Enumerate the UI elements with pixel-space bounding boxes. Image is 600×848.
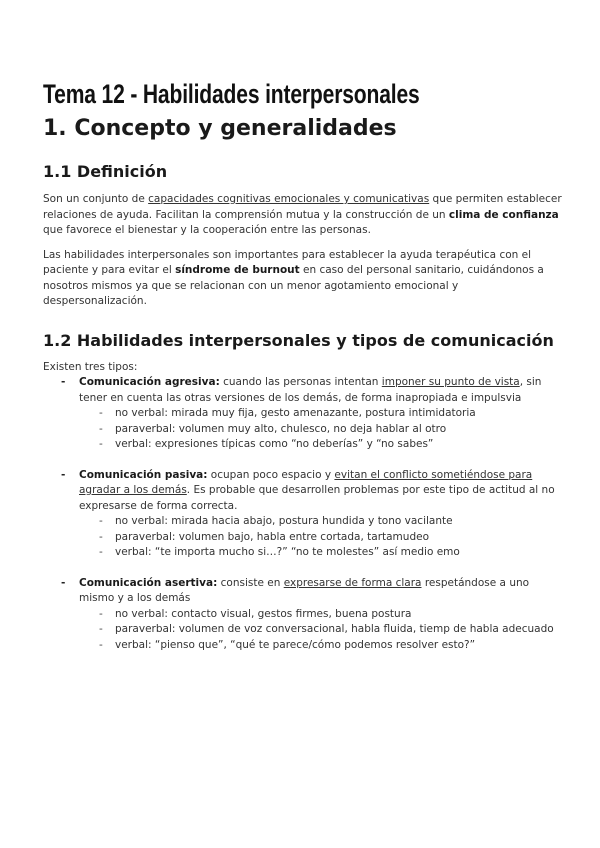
- sub-item-text: paraverbal: volumen bajo, habla entre cortada, tartamudeo: [115, 530, 429, 543]
- paragraph-definicion: [43, 192, 563, 239]
- spacer: [43, 561, 563, 576]
- sub-item: [43, 514, 563, 530]
- sub-item-text: verbal: “te importa mucho si…?” “no te molestes” así medio emo: [115, 546, 460, 558]
- document-page: [43, 78, 563, 653]
- text-run: . Es probable que desarrollen problemas por este tipo de actitud al no expresarse de forma correcta.: [79, 484, 555, 512]
- underlined-text: capacidades cognitivas emocionales y comunicativas: [148, 193, 430, 205]
- text-run: ocupan poco espacio y: [207, 468, 335, 481]
- bullet-dash: -: [99, 422, 103, 435]
- underlined-text: imponer su punto de vista: [381, 376, 520, 388]
- section-heading-concepto: 1. Concepto y generalidades: [43, 116, 397, 141]
- type-name: Comunicación asertiva:: [79, 576, 218, 589]
- subsection-heading-definicion: 1.1 Definición: [43, 162, 168, 181]
- sub-item-text: paraverbal: volumen muy alto, chulesco, no deja hablar al otro: [115, 422, 447, 435]
- list-item-asertiva: [43, 576, 563, 607]
- bullet-dash: -: [99, 438, 103, 450]
- type-name: Comunicación pasiva:: [79, 468, 208, 481]
- bullet-dash: -: [99, 515, 103, 527]
- bullet-dash: -: [61, 576, 66, 589]
- underlined-text: evitan el conflicto sometiéndose para agradar a los demás: [79, 468, 533, 496]
- list-item-agresiva: [43, 375, 563, 406]
- bullet-dash: -: [61, 468, 66, 481]
- sub-item-text: no verbal: mirada muy fija, gesto amenazante, postura intimidatoria: [115, 407, 476, 419]
- sub-item: [43, 406, 563, 422]
- communication-type-list: [43, 375, 563, 653]
- text-run: que favorece el bienestar y la cooperación entre las personas.: [43, 224, 371, 236]
- subsection-heading-tipos: 1.2 Habilidades interpersonales y tipos de comunicación: [43, 330, 554, 350]
- paragraph-importancia: [43, 248, 563, 310]
- bold-text: clima de confianza: [448, 208, 559, 221]
- spacer: [43, 453, 563, 468]
- sub-item: [43, 607, 563, 623]
- document-title: Tema 12 - Habilidades interpersonales: [43, 79, 420, 109]
- sub-item-text: verbal: expresiones típicas como “no deberías” y “no sabes”: [115, 438, 434, 450]
- sub-item: [43, 437, 563, 453]
- sub-item: [43, 638, 563, 654]
- sub-item-text: no verbal: mirada hacia abajo, postura hundida y tono vacilante: [115, 515, 453, 527]
- sub-item-text: verbal: “pienso que”, “qué te parece/cómo podemos resolver esto?”: [115, 638, 476, 651]
- sub-item-text: paraverbal: volumen de voz conversacional, habla fluida, tiemp de habla adecuado: [115, 623, 554, 635]
- bullet-dash: -: [99, 638, 103, 651]
- underlined-text: expresarse de forma clara: [283, 576, 422, 589]
- sub-item: [43, 422, 563, 438]
- text-run: Son un conjunto de: [43, 193, 149, 205]
- text-run: cuando las personas intentan: [219, 376, 382, 388]
- text-run: consiste en: [217, 576, 284, 589]
- bullet-dash: -: [99, 607, 103, 620]
- bullet-dash: -: [99, 623, 103, 635]
- bullet-dash: -: [99, 530, 103, 543]
- type-name: Comunicación agresiva:: [79, 376, 220, 388]
- intro-text: Existen tres tipos:: [43, 360, 138, 373]
- bullet-dash: -: [99, 407, 103, 419]
- text-run: , sin tener en cuenta las otras versiones de los demás, de forma inapropiada e impulsvia: [79, 376, 542, 404]
- text-run: respetándose a uno mismo y a los demás: [79, 576, 530, 604]
- bullet-dash: -: [61, 376, 66, 388]
- sub-item: [43, 545, 563, 561]
- text-run: que permiten establecer relaciones de ayuda. Facilitan la comprensión mutua y la construcción de un: [43, 193, 562, 221]
- bullet-dash: -: [99, 546, 103, 558]
- sub-item: [43, 530, 563, 546]
- sub-item: [43, 622, 563, 638]
- list-item-pasiva: [43, 468, 563, 515]
- bold-text: síndrome de burnout: [175, 264, 300, 276]
- sub-item-text: no verbal: contacto visual, gestos firmes, buena postura: [115, 607, 412, 620]
- text-run: en caso del personal sanitario, cuidándonos a nosotros mismos ya que se relacionan con un menor agotamiento emocional y despersonalización.: [43, 264, 544, 307]
- text-run: Las habilidades interpersonales son importantes para establecer la ayuda terapéutica con el paciente y para evitar el: [43, 248, 532, 276]
